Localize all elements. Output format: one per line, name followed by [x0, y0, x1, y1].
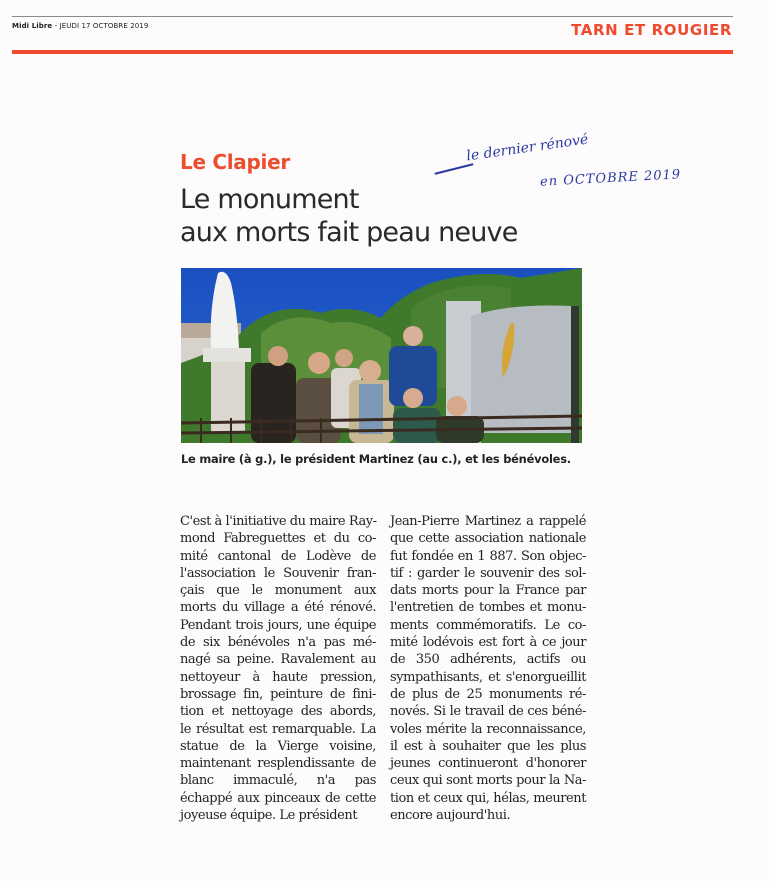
publication-date: - JEUDI 17 OCTOBRE 2019 — [52, 22, 149, 30]
body-text-line: joyeuse équipe. Le président — [180, 808, 358, 824]
body-text-line: il est à souhaiter que les plus — [390, 738, 586, 754]
handwritten-note-line-2: en OCTOBRE 2019 — [539, 167, 682, 190]
body-text-line: de plus de 25 monuments ré- — [390, 686, 586, 702]
body-text-line: voles mérite la reconnaissance, — [390, 721, 586, 737]
body-text-line: nagé sa peine. Ravalement au — [180, 652, 376, 668]
body-text-line: fut fondée en 1 887. Son objec- — [390, 548, 586, 564]
article-kicker: Le Clapier — [180, 150, 290, 174]
body-text-line: tion et ceux qui, hélas, meurent — [390, 790, 586, 806]
header-top-rule — [12, 16, 733, 17]
body-text-line: dats morts pour la France par — [390, 583, 586, 599]
body-text-line: l'association le Souvenir fran- — [180, 565, 376, 581]
newspaper-dateline — [12, 22, 148, 30]
body-text-line: C'est à l'initiative du maire Ray- — [180, 514, 377, 529]
article-body-column-2 — [390, 513, 586, 824]
body-text-line: mité lodévois est fort à ce jour — [390, 635, 586, 651]
body-text-line: de six bénévoles n'a pas mé- — [180, 635, 376, 651]
headline-line-1: Le monument — [180, 184, 359, 215]
body-text-line: maintenant resplendissante de — [180, 756, 376, 772]
body-text-line: novés. Si le travail de ces béné- — [390, 704, 586, 720]
body-text-line: tif : garder le souvenir des sol- — [390, 565, 586, 581]
body-text-line: ceux qui sont morts pour la Na- — [390, 773, 586, 789]
body-text-line: nettoyeur à haute pression, — [180, 669, 376, 685]
article-body-column-1 — [180, 513, 376, 824]
body-text-line: que cette association nationale — [390, 531, 586, 547]
body-text-line: morts du village a été rénové. — [180, 600, 376, 616]
body-text-line: Pendant trois jours, une équipe — [180, 617, 376, 633]
body-text-line: blanc immaculé, n'a pas — [180, 773, 376, 789]
body-text-line: encore aujourd'hui. — [390, 808, 511, 824]
handwriting-stroke — [434, 163, 473, 175]
headline-line-2: aux morts fait peau neuve — [180, 217, 518, 248]
handwritten-note-line-1: le dernier rénové — [465, 131, 590, 165]
section-title: TARN ET ROUGIER — [571, 21, 732, 39]
body-text-line: de 350 adhérents, actifs ou — [390, 652, 586, 668]
body-text-line: brossage fin, peinture de fini- — [180, 686, 376, 702]
body-text-line: sympathisants, et s'enorgueillit — [390, 669, 586, 685]
body-text-line: échappé aux pinceaux de cette — [180, 790, 376, 806]
body-text-line: ments commémoratifs. Le co- — [390, 617, 586, 633]
body-text-line: statue de la Vierge voisine, — [180, 738, 376, 754]
body-text-line: çais que le monument aux — [180, 583, 376, 599]
newspaper-name: Midi Libre — [12, 22, 53, 30]
body-text-line: le résultat est remarquable. La — [180, 721, 376, 737]
body-text-line: mond Fabreguettes et du co- — [180, 531, 376, 547]
body-text-line: l'entretien de tombes et monu- — [390, 600, 586, 616]
photo-caption: Le maire (à g.), le président Martinez (au c.), et les bénévoles. — [181, 452, 571, 466]
header-accent-rule — [12, 50, 733, 54]
body-text-line: tion et nettoyage des abords, — [180, 704, 376, 720]
body-text-line: mité cantonal de Lodève de — [180, 548, 376, 564]
article-headline — [180, 183, 518, 249]
body-text-line: Jean-Pierre Martinez a rappelé — [390, 514, 586, 529]
body-text-line: jeunes continueront d'honorer — [390, 756, 586, 772]
article-photo — [181, 268, 582, 443]
